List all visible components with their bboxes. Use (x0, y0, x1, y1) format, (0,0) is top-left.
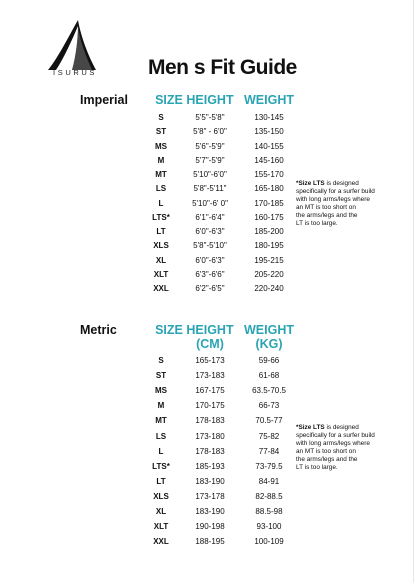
size-cell: S (158, 113, 164, 122)
metric-note-line: specifically for a surfer build (296, 432, 375, 439)
height-cell: 185-193 (195, 461, 225, 471)
table-row (0, 506, 414, 518)
height-cell: 188-195 (195, 537, 225, 547)
metric-note-line: is designed (326, 424, 359, 431)
size-cell: XLT (153, 522, 169, 532)
weight-cell: 140-155 (254, 141, 284, 151)
metric-weight-unit: (KG) (255, 337, 283, 351)
imperial-note-line: an MT is too short on (296, 204, 356, 211)
metric-size-header: SIZE (155, 323, 183, 337)
weight-cell: 88.5-98 (255, 507, 283, 516)
size-cell: XXL (153, 537, 169, 547)
table-row (0, 141, 414, 153)
size-cell: ST (155, 371, 167, 381)
size-cell: LT (156, 476, 166, 486)
height-cell: 5'10"-6'0" (193, 170, 227, 179)
size-cell: XL (155, 255, 167, 265)
height-cell: 6'0"-6'3" (195, 255, 225, 265)
size-cell: LT (156, 227, 166, 236)
weight-cell: 66-73 (258, 401, 280, 411)
weight-cell: 59-66 (258, 356, 280, 365)
height-cell: 178-183 (195, 416, 225, 426)
imperial-height-header: HEIGHT (186, 93, 234, 107)
imperial-note-bold: *Size LTS (296, 180, 325, 187)
imperial-note-line: with long arms/legs where (296, 196, 370, 203)
height-cell: 5'7"-5'9" (195, 155, 225, 165)
weight-cell: 93-100 (256, 522, 282, 532)
weight-cell: 84-91 (258, 476, 280, 486)
table-row (0, 283, 414, 295)
table-row (0, 491, 414, 503)
height-cell: 165-173 (195, 356, 225, 365)
size-cell: MS (155, 386, 167, 396)
weight-cell: 195-215 (254, 255, 284, 265)
height-cell: 183-190 (195, 507, 225, 516)
size-cell: L (158, 198, 164, 208)
shark-fin-logo-icon (46, 18, 98, 70)
height-cell: 5'5"-5'8" (195, 113, 225, 122)
weight-cell: 155-170 (254, 170, 284, 179)
size-cell: XL (155, 507, 167, 516)
size-cell: MS (155, 141, 167, 151)
metric-note-bold: *Size LTS (296, 424, 325, 431)
size-cell: L (158, 446, 164, 456)
brand-name: ISURUS (53, 68, 97, 77)
size-cell: LTS* (152, 212, 170, 222)
table-row (0, 240, 414, 252)
metric-weight-header (240, 323, 298, 351)
imperial-lts-note (296, 180, 396, 228)
weight-cell: 165-180 (254, 184, 284, 194)
imperial-note-line: the arms/legs and the (296, 212, 358, 219)
weight-cell: 180-195 (254, 241, 284, 251)
size-cell: XXL (153, 284, 169, 293)
height-cell: 183-190 (195, 476, 225, 486)
height-cell: 5'10"-6' 0" (192, 198, 228, 208)
table-row (0, 155, 414, 167)
metric-lts-note (296, 424, 396, 472)
table-row (0, 400, 414, 412)
weight-cell: 160-175 (254, 212, 284, 222)
table-row (0, 385, 414, 397)
weight-cell: 135-150 (254, 127, 284, 137)
height-cell: 6'3"-6'6" (195, 269, 225, 279)
weight-cell: 100-109 (254, 537, 284, 547)
size-cell: XLS (153, 491, 169, 501)
weight-cell: 82-88.5 (255, 491, 283, 501)
height-cell: 178-183 (195, 446, 225, 456)
metric-note-line: the arms/legs and the (296, 456, 358, 463)
weight-cell: 205-220 (254, 269, 284, 279)
height-cell: 5'6"-5'9" (195, 141, 225, 151)
size-cell: S (158, 356, 164, 365)
weight-cell: 73-79.5 (255, 461, 283, 471)
metric-section-label: Metric (80, 323, 117, 337)
metric-note-line: LT is too large. (296, 464, 338, 471)
weight-cell: 170-185 (254, 198, 284, 208)
table-row (0, 269, 414, 281)
weight-cell: 130-145 (254, 113, 284, 122)
page-title: Men s Fit Guide (148, 56, 297, 79)
weight-cell: 75-82 (258, 431, 280, 441)
height-cell: 173-178 (195, 491, 225, 501)
height-cell: 6'2"-6'5" (195, 284, 225, 293)
imperial-note-line: specifically for a surfer build (296, 188, 375, 195)
table-row (0, 355, 414, 367)
size-cell: MT (155, 170, 167, 179)
weight-cell: 77-84 (258, 446, 280, 456)
height-cell: 167-175 (195, 386, 225, 396)
metric-note-line: with long arms/legs where (296, 440, 370, 447)
size-cell: XLS (153, 241, 169, 251)
height-cell: 6'0"-6'3" (195, 227, 225, 236)
table-row (0, 255, 414, 267)
metric-height-unit: (CM) (196, 337, 224, 351)
metric-height-label: HEIGHT (186, 323, 234, 337)
height-cell: 170-175 (195, 401, 225, 411)
size-cell: XLT (153, 269, 169, 279)
height-cell: 5'8"-5'11" (193, 184, 227, 194)
table-row (0, 521, 414, 533)
size-cell: ST (155, 127, 167, 137)
imperial-weight-header: WEIGHT (244, 93, 294, 107)
table-row (0, 126, 414, 138)
height-cell: 173-183 (195, 371, 225, 381)
metric-height-header (181, 323, 239, 351)
table-row (0, 112, 414, 124)
metric-note-line: an MT is too short on (296, 448, 356, 455)
metric-weight-label: WEIGHT (244, 323, 294, 337)
weight-cell: 220-240 (254, 284, 284, 293)
size-cell: LS (155, 184, 167, 194)
imperial-note-line: LT is too large. (296, 220, 338, 227)
imperial-section-label: Imperial (80, 93, 128, 107)
height-cell: 190-198 (195, 522, 225, 532)
weight-cell: 61-68 (258, 371, 280, 381)
height-cell: 5'8" - 6'0" (193, 127, 227, 137)
table-row (0, 476, 414, 488)
height-cell: 173-180 (195, 431, 225, 441)
imperial-note-line: is designed (326, 180, 359, 187)
table-row (0, 370, 414, 382)
brand-logo (40, 18, 110, 80)
weight-cell: 70.5-77 (255, 416, 283, 426)
size-cell: M (157, 401, 165, 411)
imperial-size-header: SIZE (155, 93, 183, 107)
height-cell: 5'8"-5'10" (193, 241, 227, 251)
size-cell: LS (155, 431, 167, 441)
size-cell: LTS* (152, 461, 170, 471)
height-cell: 6'1"-6'4" (195, 212, 225, 222)
table-row (0, 536, 414, 548)
weight-cell: 185-200 (254, 227, 284, 236)
size-cell: MT (155, 416, 167, 426)
weight-cell: 63.5-70.5 (252, 386, 286, 396)
weight-cell: 145-160 (254, 155, 284, 165)
size-cell: M (157, 155, 165, 165)
